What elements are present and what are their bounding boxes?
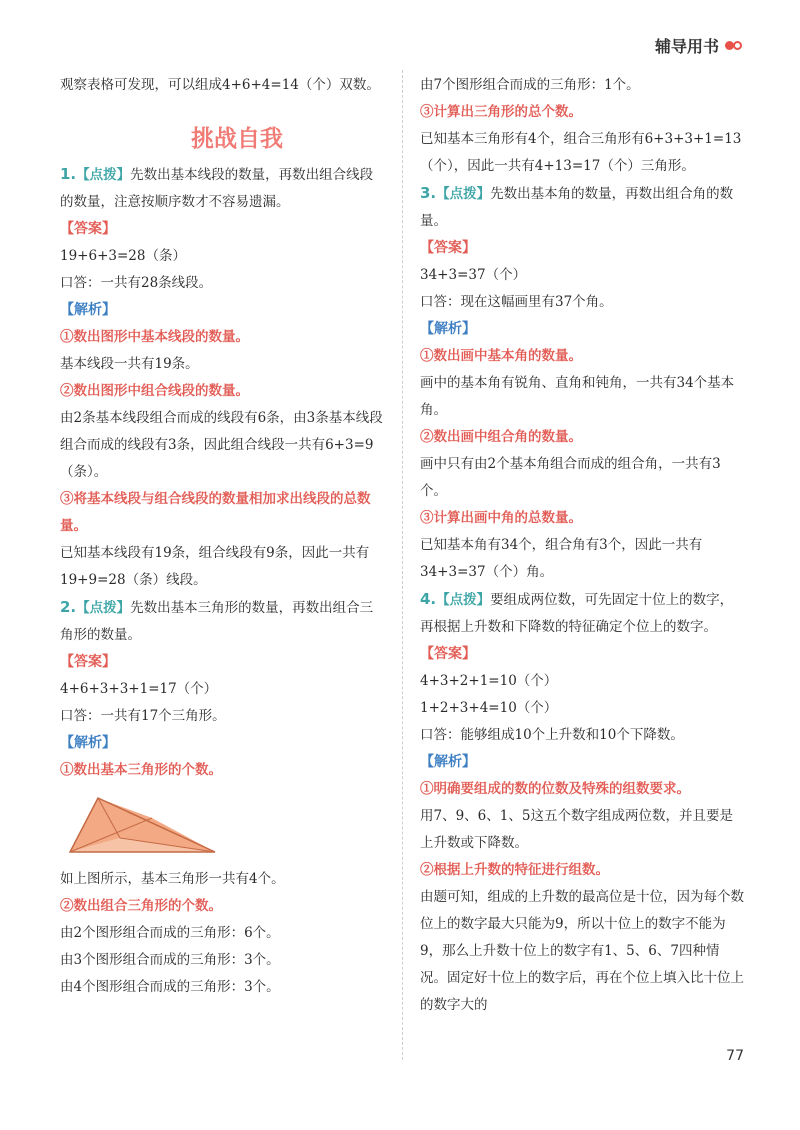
q3-answer-line-1: 34+3=37（个） [420, 267, 527, 283]
q4-answer-line-2: 1+2+3+4=10（个） [420, 700, 558, 716]
q1-step2: ②数出图形中组合线段的数量。 [60, 383, 249, 399]
q1-analysis-tag: 【解析】 [60, 302, 116, 318]
q4-answer-line-3: 口答：能够组成10个上升数和10个下降数。 [420, 727, 684, 743]
page-number: 77 [726, 1048, 744, 1064]
q1-step3: ③将基本线段与组合线段的数量相加求出线段的总数量。 [60, 491, 371, 534]
q1-number: 1. [60, 165, 77, 183]
q3-step3-text: 已知基本角有34个，组合角有3个，因此一共有34+3=37（个）角。 [420, 537, 703, 580]
intro-text: 观察表格可发现，可以组成4+6+4=14（个）双数。 [60, 77, 380, 93]
q3-step2: ②数出画中组合角的数量。 [420, 429, 582, 445]
q2-step3: ③计算出三角形的总个数。 [420, 104, 582, 120]
q2-answer-line-2: 口答：一共有17个三角形。 [60, 708, 226, 724]
q3-hint-tag: 【点拨】 [436, 186, 491, 202]
q4-hint [420, 586, 746, 641]
q2-fig-caption: 如上图所示，基本三角形一共有4个。 [60, 871, 285, 887]
q2-answer-tag: 【答案】 [60, 654, 116, 670]
q1-answer-line-1: 19+6+3=28（条） [60, 248, 186, 264]
q1-hint-tag: 【点拨】 [76, 167, 131, 183]
q2-combo-line-3: 由4个图形组合而成的三角形：3个。 [60, 979, 280, 995]
q2-step1: ①数出基本三角形的个数。 [60, 762, 222, 778]
q4-step1-text: 用7、9、6、1、5这五个数字组成两位数，并且要是上升数或下降数。 [420, 808, 733, 851]
q2-combo-line-1: 由2个图形组合而成的三角形：6个。 [60, 925, 280, 941]
q2-answer-line-1: 4+6+3+3+1=17（个） [60, 681, 218, 697]
q4-analysis-tag: 【解析】 [420, 754, 476, 770]
column-divider [402, 70, 403, 1060]
q1-step2-text: 由2条基本线段组合而成的线段有6条，由3条基本线段组合而成的线段有3条，因此组合线段一共有6+3=9（条）。 [60, 410, 383, 480]
q1-step3-text: 已知基本线段有19条，组合线段有9条，因此一共有19+9=28（条）线段。 [60, 545, 370, 588]
q2-analysis-tag: 【解析】 [60, 735, 116, 751]
q4-answer-tag: 【答案】 [420, 646, 476, 662]
q3-step2-text: 画中只有由2个基本角组合而成的组合角，一共有3个。 [420, 456, 721, 499]
q3-step1-text: 画中的基本角有锐角、直角和钝角，一共有34个基本角。 [420, 375, 735, 418]
q2-step2: ②数出组合三角形的个数。 [60, 898, 222, 914]
q1-answer-line-2: 口答：一共有28条线段。 [60, 275, 213, 291]
q4-hint-text: 要组成两位数，可先固定十位上的数字，再根据上升数和下降数的特征确定个位上的数字。 [420, 592, 734, 635]
q1-step1-text: 基本线段一共有19条。 [60, 356, 199, 372]
q4-hint-tag: 【点拨】 [436, 592, 491, 608]
q3-analysis-tag: 【解析】 [420, 321, 476, 337]
q4-answer-line-1: 4+3+2+1=10（个） [420, 673, 558, 689]
q1-answer-tag: 【答案】 [60, 221, 116, 237]
q1-hint [60, 161, 384, 216]
q4-number: 4. [420, 590, 437, 608]
left-column [60, 72, 384, 1001]
q2-hint-tag: 【点拨】 [76, 600, 131, 616]
q1-step1: ①数出图形中基本线段的数量。 [60, 329, 249, 345]
q3-step1: ①数出画中基本角的数量。 [420, 348, 582, 364]
q4-step1: ①明确要组成的数的位数及特殊的组数要求。 [420, 781, 690, 797]
q3-answer-line-2: 口答：现在这幅画里有37个角。 [420, 294, 613, 310]
header-title: 辅导用书 [654, 37, 719, 56]
q3-answer-tag: 【答案】 [420, 240, 476, 256]
q3-number: 3. [420, 184, 437, 202]
right-column [420, 72, 746, 1019]
q2-step3-text: 已知基本三角形有4个，组合三角形有6+3+3+1=13（个），因此一共有4+13=17（个）三角形。 [420, 131, 742, 174]
page-header [655, 34, 742, 57]
q4-step2: ②根据上升数的特征进行组数。 [420, 862, 609, 878]
q3-hint [420, 180, 746, 235]
q2-hint [60, 594, 384, 649]
triangle-figure [60, 790, 220, 860]
header-ring-icon [733, 41, 742, 50]
q2-hint-text: 先数出基本三角形的数量，再数出组合三角形的数量。 [60, 600, 374, 643]
q2-number: 2. [60, 598, 77, 616]
q2-combo-line-4: 由7个图形组合而成的三角形：1个。 [420, 77, 640, 93]
q4-step2-text: 由题可知，组成的上升数的最高位是十位，因为每个数位上的数字最大只能为9，所以十位上的数字不能为9，那么上升数十位上的数字有1、5、6、7四种情况。固定好十位上的数字后，再在个位上填入比十位上的数字大的 [420, 889, 744, 1013]
section-title: 挑战自我 [191, 126, 283, 152]
q3-step3: ③计算出画中角的总数量。 [420, 510, 582, 526]
q1-hint-text: 先数出基本线段的数量，再数出组合线段的数量，注意按顺序数才不容易遗漏。 [60, 167, 374, 210]
q2-combo-line-2: 由3个图形组合而成的三角形：3个。 [60, 952, 280, 968]
q3-hint-text: 先数出基本角的数量，再数出组合角的数量。 [420, 186, 734, 229]
